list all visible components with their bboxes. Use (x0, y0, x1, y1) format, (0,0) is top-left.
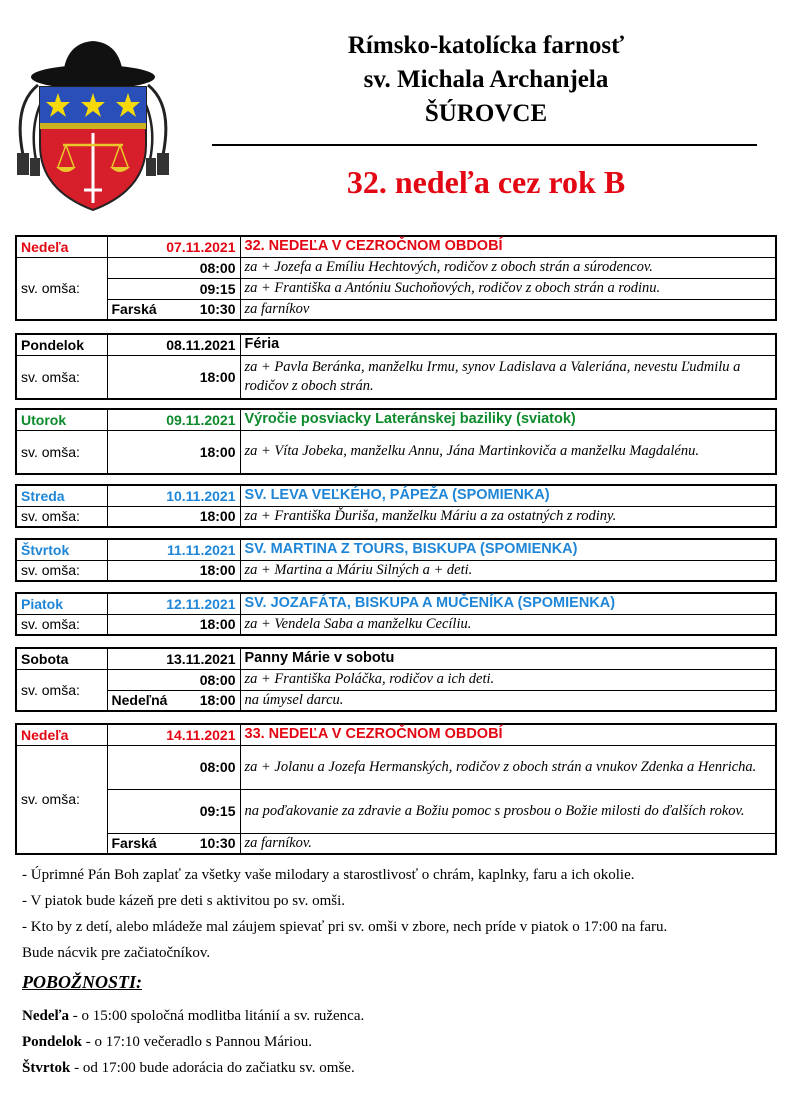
day-name: Nedeľa (16, 724, 107, 745)
day-date: 07.11.2021 (107, 236, 240, 257)
devotion-item (22, 1008, 364, 1025)
day-title: Féria (240, 334, 776, 355)
day-name: Štvrtok (16, 539, 107, 560)
mass-time: 09:15 (199, 803, 236, 819)
devotion-day: Štvrtok (22, 1060, 71, 1076)
day-table-wednesday (15, 484, 777, 528)
mass-intent: za + Martina a Máriu Silných a + deti. (240, 560, 776, 581)
day-title: SV. LEVA VEĽKÉHO, PÁPEŽA (SPOMIENKA) (240, 485, 776, 506)
day-table-sunday-1 (15, 235, 777, 321)
announcement-item: - Kto by z detí, alebo mládeže mal záujem spievať pri sv. omši v zbore, nech príde v piatok o 17:00 na faru. (22, 919, 668, 935)
mass-label: sv. omša: (16, 257, 107, 320)
mass-place: Nedeľná (111, 692, 168, 709)
devotion-item (22, 1060, 355, 1077)
day-table-tuesday (15, 408, 777, 475)
mass-intent: za + Františka a Antóniu Suchoňových, rodičov z oboch strán a rodinu. (240, 278, 776, 299)
mass-intent: na úmysel darcu. (240, 690, 776, 711)
day-table-sunday-2 (15, 723, 777, 855)
devotions-heading: POBOŽNOSTI: (22, 972, 142, 992)
announcement-item: Bude nácvik pre začiatočníkov. (22, 945, 211, 961)
mass-intent: za + Jozefa a Emíliu Hechtových, rodičov z oboch strán a súrodencov. (240, 257, 776, 278)
devotion-text: - o 15:00 spoločná modlitba litánií a sv. ruženca. (69, 1008, 365, 1024)
day-date: 13.11.2021 (107, 648, 240, 669)
sunday-title: 32. nedeľa cez rok B (346, 164, 626, 200)
mass-time: 08:00 (199, 759, 236, 775)
day-date: 09.11.2021 (107, 409, 240, 430)
mass-intent: za + Františka Poláčka, rodičov a ich deti. (240, 669, 776, 690)
day-title: Výročie posviacky Lateránskej baziliky (sviatok) (240, 409, 776, 430)
day-table-thursday (15, 538, 777, 582)
mass-label: sv. omša: (16, 355, 107, 399)
mass-intent: za + Františka Ďuriša, manželku Máriu a za ostatných z rodiny. (240, 506, 776, 527)
mass-time: 18:00 (199, 692, 236, 709)
devotion-day: Pondelok (22, 1034, 83, 1050)
mass-time: 08:00 (199, 259, 236, 276)
mass-place: Farská (111, 301, 157, 318)
mass-time: 09:15 (199, 280, 236, 297)
mass-time: 10:30 (199, 301, 236, 318)
day-table-friday (15, 592, 777, 636)
announcements (22, 862, 777, 966)
devotion-text: - od 17:00 bude adorácia do začiatku sv. omše. (70, 1060, 355, 1076)
mass-intent: za + Pavla Beránka, manželku Irmu, synov Ladislava a Valeriána, nevestu Ľudmilu a rodičov z oboch strán. (240, 355, 776, 399)
mass-label: sv. omša: (16, 614, 107, 635)
mass-intent: za + Jolanu a Jozefa Hermanských, rodičov z oboch strán a vnukov Zdenka a Henricha. (240, 745, 776, 789)
parish-crest-image (8, 25, 178, 220)
mass-label: sv. omša: (16, 560, 107, 581)
mass-label: sv. omša: (16, 506, 107, 527)
day-name: Pondelok (16, 334, 107, 355)
mass-time: 10:30 (199, 835, 236, 852)
mass-label: sv. omša: (16, 430, 107, 474)
day-title: 32. NEDEĽA V CEZROČNOM OBDOBÍ (240, 236, 776, 257)
mass-intent: za + Víta Jobeka, manželku Annu, Jána Martinkoviča a manželku Magdalénu. (240, 430, 776, 474)
day-date: 10.11.2021 (107, 485, 240, 506)
day-title: 33. NEDEĽA V CEZROČNOM OBDOBÍ (240, 724, 776, 745)
day-name: Sobota (16, 648, 107, 669)
parish-location: ŠÚROVCE (424, 100, 548, 127)
header-divider (212, 144, 757, 146)
day-date: 12.11.2021 (107, 593, 240, 614)
day-title: SV. MARTINA Z TOURS, BISKUPA (SPOMIENKA) (240, 539, 776, 560)
mass-time: 18:00 (199, 616, 236, 633)
mass-place: Farská (111, 835, 157, 852)
day-table-saturday (15, 647, 777, 712)
day-name: Streda (16, 485, 107, 506)
mass-intent: na poďakovanie za zdravie a Božiu pomoc s prosbou o Božie milosti do ďalších rokov. (240, 789, 776, 833)
mass-time: 18:00 (199, 368, 236, 385)
mass-time: 18:00 (199, 443, 236, 460)
mass-label: sv. omša: (16, 669, 107, 711)
day-name: Piatok (16, 593, 107, 614)
devotion-day: Nedeľa (22, 1008, 70, 1024)
parish-name: Rímsko-katolícka farnosť (347, 32, 625, 59)
mass-intent: za + Vendela Saba a manželku Cecíliu. (240, 614, 776, 635)
parish-patron: sv. Michala Archanjela (363, 66, 609, 93)
day-table-monday (15, 333, 777, 400)
announcement-item: - Úprimné Pán Boh zaplať za všetky vaše milodary a starostlivosť o chrám, kaplnky, faru a ich okolie. (22, 867, 635, 883)
day-title: Panny Márie v sobotu (240, 648, 776, 669)
mass-time: 18:00 (199, 562, 236, 579)
devotion-item (22, 1034, 312, 1051)
mass-time: 08:00 (199, 671, 236, 688)
day-date: 08.11.2021 (107, 334, 240, 355)
day-date: 11.11.2021 (107, 539, 240, 560)
devotion-text: - o 17:10 večeradlo s Pannou Máriou. (82, 1034, 312, 1050)
announcement-item: - V piatok bude kázeň pre deti s aktivitou po sv. omši. (22, 893, 346, 909)
day-title: SV. JOZAFÁTA, BISKUPA A MUČENÍKA (SPOMIENKA) (240, 593, 776, 614)
day-name: Utorok (16, 409, 107, 430)
mass-intent: za farníkov (240, 299, 776, 320)
day-name: Nedeľa (16, 236, 107, 257)
mass-label: sv. omša: (16, 745, 107, 854)
day-date: 14.11.2021 (107, 724, 240, 745)
mass-time: 18:00 (199, 508, 236, 525)
mass-intent: za farníkov. (240, 833, 776, 854)
